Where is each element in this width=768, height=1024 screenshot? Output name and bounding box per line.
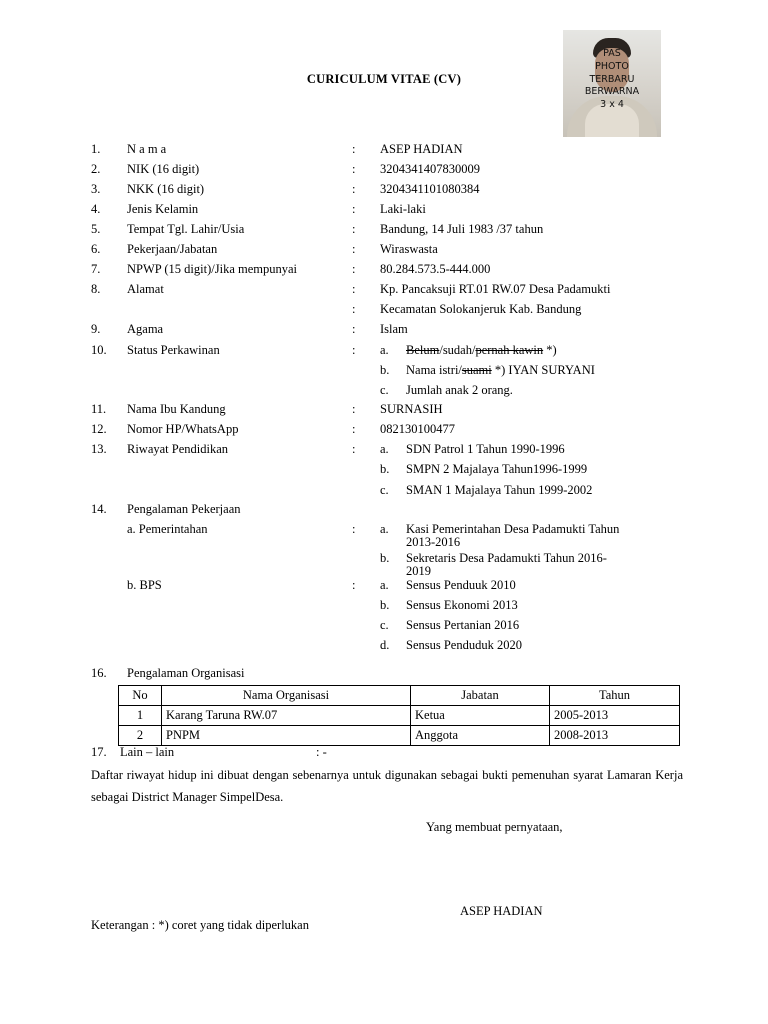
table-cell: Anggota bbox=[411, 726, 550, 746]
marital-status-value bbox=[406, 343, 557, 357]
field-label-birth: Tempat Tgl. Lahir/Usia bbox=[127, 222, 245, 236]
struck-text: suami bbox=[461, 363, 492, 377]
work-item: Kasi Pemerintahan Desa Padamukti Tahun bbox=[406, 522, 620, 536]
field-colon: : bbox=[352, 343, 356, 357]
field-number: 1. bbox=[91, 142, 101, 156]
field-label-npwp: NPWP (15 digit)/Jika mempunyai bbox=[127, 262, 298, 276]
field-number: 10. bbox=[91, 343, 107, 357]
table-header: No bbox=[119, 686, 162, 706]
list-letter: b. bbox=[380, 462, 390, 476]
list-letter: d. bbox=[380, 638, 390, 652]
table-header: Tahun bbox=[550, 686, 680, 706]
field-colon: : bbox=[352, 578, 356, 592]
field-value-nkk: 3204341101080384 bbox=[380, 182, 480, 196]
field-number: 16. bbox=[91, 666, 107, 680]
field-value-birth: Bandung, 14 Juli 1983 /37 tahun bbox=[380, 222, 544, 236]
field-value-address-line2: Kecamatan Solokanjeruk Kab. Bandung bbox=[380, 302, 582, 316]
field-colon: : bbox=[352, 182, 356, 196]
table-cell: 2008-2013 bbox=[550, 726, 680, 746]
document-title: CURICULUM VITAE (CV) bbox=[306, 72, 462, 86]
organization-table bbox=[118, 685, 680, 746]
field-label-education: Riwayat Pendidikan bbox=[127, 442, 229, 456]
marital-note: *) bbox=[543, 343, 557, 357]
field-value-other: : - bbox=[316, 745, 327, 759]
work-item-continued: 2013-2016 bbox=[406, 535, 461, 549]
field-label-organization: Pengalaman Organisasi bbox=[127, 666, 245, 680]
field-colon: : bbox=[352, 242, 356, 256]
list-letter: b. bbox=[380, 598, 390, 612]
table-cell: 2 bbox=[119, 726, 162, 746]
field-number: 5. bbox=[91, 222, 101, 236]
field-value-nik: 3204341407830009 bbox=[380, 162, 480, 176]
field-colon: : bbox=[352, 442, 356, 456]
education-item: SMAN 1 Majalaya Tahun 1999-2002 bbox=[406, 483, 593, 497]
spouse-text: Nama istri/ bbox=[406, 363, 462, 377]
list-letter: b. bbox=[380, 363, 390, 377]
bps-item: Sensus Ekonomi 2013 bbox=[406, 598, 518, 612]
field-colon: : bbox=[352, 302, 356, 316]
struck-text: Belum bbox=[406, 343, 440, 357]
statement-paragraph: Daftar riwayat hidup ini dibuat dengan sebenarnya untuk digunakan sebagai bukti pemenuhan syarat Lamaran Kerja sebagai District Manager SimpelDesa. bbox=[91, 768, 683, 804]
list-letter: c. bbox=[380, 618, 389, 632]
list-letter: a. bbox=[380, 343, 389, 357]
table-cell: 2005-2013 bbox=[550, 706, 680, 726]
field-number: 3. bbox=[91, 182, 101, 196]
field-number: 11. bbox=[91, 402, 107, 416]
field-colon: : bbox=[352, 422, 356, 436]
field-label-mother: Nama Ibu Kandung bbox=[127, 402, 226, 416]
spouse-text: *) IYAN SURYANI bbox=[491, 363, 595, 377]
field-number: 4. bbox=[91, 202, 101, 216]
work-bps-label: b. BPS bbox=[127, 578, 162, 592]
field-label-name: N a m a bbox=[127, 142, 167, 156]
bps-item: Sensus Penduuk 2010 bbox=[406, 578, 516, 592]
table-header: Jabatan bbox=[411, 686, 550, 706]
field-number: 2. bbox=[91, 162, 101, 176]
spouse-name-value bbox=[406, 363, 595, 377]
table-row bbox=[119, 726, 680, 746]
field-number: 14. bbox=[91, 502, 107, 516]
list-letter: a. bbox=[380, 578, 389, 592]
photo-caption-line: 3 x 4 bbox=[600, 99, 624, 111]
table-cell: Karang Taruna RW.07 bbox=[162, 706, 411, 726]
field-value-religion: Islam bbox=[380, 322, 408, 336]
table-row bbox=[119, 706, 680, 726]
photo-caption-line: BERWARNA bbox=[584, 86, 640, 98]
photo-caption-line: PAS bbox=[603, 48, 621, 59]
field-label-nkk: NKK (16 digit) bbox=[127, 182, 205, 196]
field-label-address: Alamat bbox=[127, 282, 164, 296]
signer-name: ASEP HADIAN bbox=[460, 904, 543, 918]
field-colon: : bbox=[352, 162, 356, 176]
field-value-npwp: 80.284.573.5-444.000 bbox=[380, 262, 491, 276]
photo-caption-line: TERBARU bbox=[589, 73, 635, 85]
field-number: 17. bbox=[91, 745, 107, 759]
field-colon: : bbox=[352, 322, 356, 336]
field-number: 6. bbox=[91, 242, 101, 256]
field-value-gender: Laki-laki bbox=[380, 202, 426, 216]
field-value-occupation: Wiraswasta bbox=[380, 242, 438, 256]
photo-caption-line: PHOTO bbox=[595, 60, 629, 72]
field-label-marital: Status Perkawinan bbox=[127, 343, 220, 357]
field-colon: : bbox=[352, 222, 356, 236]
struck-text: pernah kawin bbox=[475, 343, 544, 357]
field-value-mother: SURNASIH bbox=[380, 402, 443, 416]
field-number: 7. bbox=[91, 262, 101, 276]
list-letter: a. bbox=[380, 442, 389, 456]
field-number: 8. bbox=[91, 282, 101, 296]
table-cell: PNPM bbox=[162, 726, 411, 746]
bps-item: Sensus Pertanian 2016 bbox=[406, 618, 520, 632]
field-label-phone: Nomor HP/WhatsApp bbox=[127, 422, 239, 436]
field-colon: : bbox=[352, 522, 356, 536]
field-colon: : bbox=[352, 402, 356, 416]
field-label-other: Lain – lain bbox=[120, 745, 175, 759]
bps-item: Sensus Penduduk 2020 bbox=[406, 638, 522, 652]
education-item: SDN Patrol 1 Tahun 1990-1996 bbox=[406, 442, 565, 456]
field-colon: : bbox=[352, 262, 356, 276]
children-count-value: Jumlah anak 2 orang. bbox=[406, 383, 513, 397]
field-colon: : bbox=[352, 142, 356, 156]
list-letter: b. bbox=[380, 551, 390, 565]
table-header-row bbox=[119, 686, 680, 706]
field-colon: : bbox=[352, 202, 356, 216]
table-cell: 1 bbox=[119, 706, 162, 726]
field-value-name: ASEP HADIAN bbox=[380, 142, 463, 156]
field-number: 9. bbox=[91, 322, 101, 336]
field-label-work: Pengalaman Pekerjaan bbox=[127, 502, 241, 516]
field-label-occupation: Pekerjaan/Jabatan bbox=[127, 242, 218, 256]
field-value-address: Kp. Pancaksuji RT.01 RW.07 Desa Padamukti bbox=[380, 282, 611, 296]
list-letter: c. bbox=[380, 483, 389, 497]
field-label-gender: Jenis Kelamin bbox=[127, 202, 199, 216]
field-value-phone: 082130100477 bbox=[380, 422, 455, 436]
footnote: Keterangan : *) coret yang tidak diperlukan bbox=[91, 918, 309, 932]
signoff-text: Yang membuat pernyataan, bbox=[426, 820, 563, 834]
list-letter: c. bbox=[380, 383, 389, 397]
education-item: SMPN 2 Majalaya Tahun1996-1999 bbox=[406, 462, 588, 476]
work-item: Sekretaris Desa Padamukti Tahun 2016- bbox=[406, 551, 607, 565]
field-label-religion: Agama bbox=[127, 322, 164, 336]
table-cell: Ketua bbox=[411, 706, 550, 726]
field-label-nik: NIK (16 digit) bbox=[127, 162, 200, 176]
work-item-continued: 2019 bbox=[406, 564, 431, 578]
field-number: 13. bbox=[91, 442, 107, 456]
field-colon: : bbox=[352, 282, 356, 296]
table-header: Nama Organisasi bbox=[162, 686, 411, 706]
marital-text: /sudah/ bbox=[439, 343, 476, 357]
field-number: 12. bbox=[91, 422, 107, 436]
work-gov-label: a. Pemerintahan bbox=[127, 522, 208, 536]
list-letter: a. bbox=[380, 522, 389, 536]
